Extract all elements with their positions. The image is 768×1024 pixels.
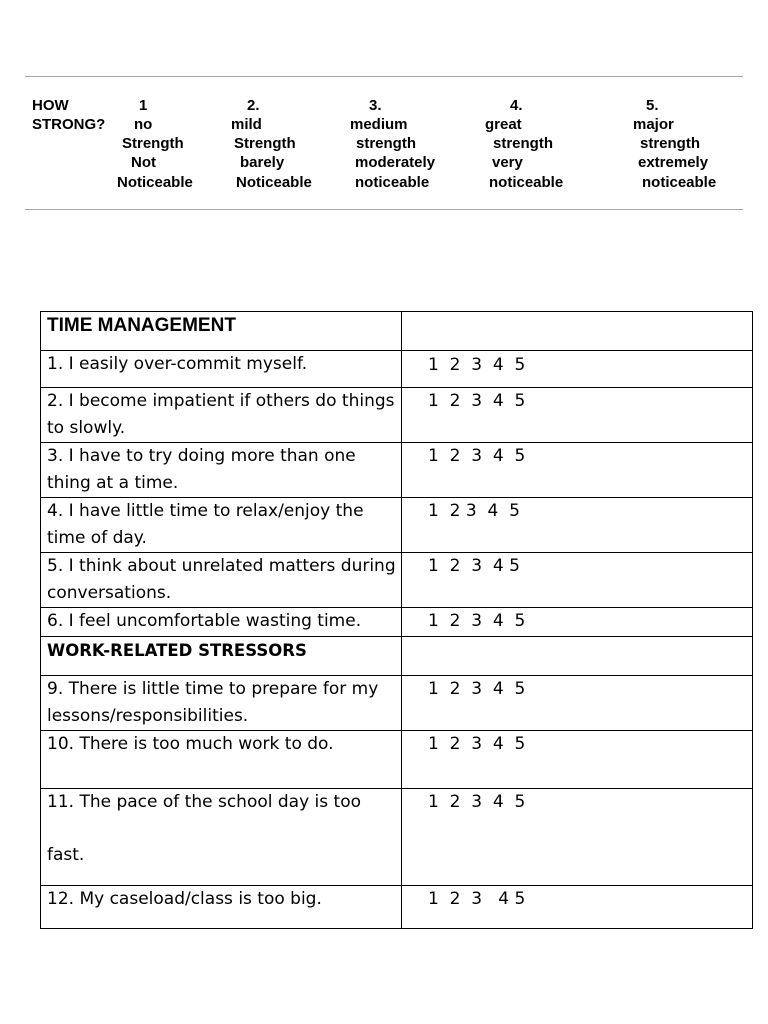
scale-5-word: major (633, 116, 674, 133)
table-row (41, 351, 753, 388)
question-cell: 6. I feel uncomfortable wasting time. (41, 608, 402, 637)
rating-cell[interactable] (402, 553, 753, 608)
rating-scale[interactable]: 1 2 3 4 5 (428, 501, 520, 521)
question-cell (41, 789, 402, 886)
rating-cell[interactable] (402, 498, 753, 553)
blank-line (47, 816, 397, 842)
rating-scale[interactable]: 1 2 3 4 5 (428, 792, 526, 812)
scale-5-degree: extremely (638, 154, 709, 171)
question-cell: 9. There is little time to prepare for my lessons/responsibilities. (41, 676, 402, 731)
rating-scale[interactable]: 1 2 3 4 5 (428, 556, 520, 576)
question-cell: 12. My caseload/class is too big. (41, 886, 402, 929)
rating-cell[interactable] (402, 443, 753, 498)
scale-1-noticeable: Noticeable (117, 174, 193, 191)
scale-4-number: 4. (510, 97, 523, 114)
rating-cell[interactable] (402, 351, 753, 388)
section-header-row (41, 312, 753, 351)
table-row (41, 388, 753, 443)
scale-3-word: medium (350, 116, 408, 133)
table-row (41, 676, 753, 731)
table-row (41, 553, 753, 608)
section-title-work-related-stressors: WORK-RELATED STRESSORS (41, 637, 402, 676)
rating-scale[interactable]: 1 2 3 4 5 (428, 889, 526, 909)
scale-4-noticeable: noticeable (489, 174, 564, 191)
rating-cell[interactable] (402, 886, 753, 929)
scale-5-noticeable: noticeable (642, 174, 717, 191)
scale-3-noticeable: noticeable (355, 174, 430, 191)
question-cell: 4. I have little time to relax/enjoy the time of day. (41, 498, 402, 553)
scale-label-strong: STRONG? (32, 116, 106, 133)
question-text-line-1: 11. The pace of the school day is too (47, 792, 362, 812)
scale-4-strength: strength (493, 135, 553, 152)
question-cell: 1. I easily over-commit myself. (41, 351, 402, 388)
table-row (41, 608, 753, 637)
scale-3-strength: strength (356, 135, 416, 152)
question-cell: 5. I think about unrelated matters during conversations. (41, 553, 402, 608)
rating-cell[interactable] (402, 388, 753, 443)
table-row (41, 443, 753, 498)
rating-scale[interactable]: 1 2 3 4 5 (428, 446, 526, 466)
scale-3-degree: moderately (355, 154, 436, 171)
rating-cell[interactable] (402, 608, 753, 637)
section-title-time-management: TIME MANAGEMENT (41, 312, 402, 351)
scale-1-number: 1 (139, 97, 148, 114)
scale-4-degree: very (492, 154, 523, 171)
table-row (41, 789, 753, 886)
scale-5-strength: strength (640, 135, 700, 152)
table-row (41, 498, 753, 553)
scale-3-number: 3. (369, 97, 382, 114)
rating-scale[interactable]: 1 2 3 4 5 (428, 391, 526, 411)
scale-2-noticeable: Noticeable (236, 174, 312, 191)
scale-2-strength: Strength (234, 135, 296, 152)
rating-scale[interactable]: 1 2 3 4 5 (428, 355, 526, 375)
scale-5-number: 5. (646, 97, 659, 114)
table-row (41, 886, 753, 929)
rating-cell[interactable] (402, 789, 753, 886)
rating-scale[interactable]: 1 2 3 4 5 (428, 734, 526, 754)
empty-rating-cell (402, 312, 753, 351)
top-divider (25, 76, 743, 77)
scale-1-strength: Strength (122, 135, 184, 152)
survey-table (40, 311, 753, 929)
rating-cell[interactable] (402, 676, 753, 731)
question-cell: 3. I have to try doing more than one thing at a time. (41, 443, 402, 498)
rating-cell[interactable] (402, 731, 753, 789)
bottom-divider (25, 209, 743, 210)
table-row (41, 731, 753, 789)
empty-rating-cell (402, 637, 753, 676)
scale-4-word: great (485, 116, 522, 133)
scale-label-how: HOW (32, 97, 69, 114)
rating-scale[interactable]: 1 2 3 4 5 (428, 611, 526, 631)
question-cell: 10. There is too much work to do. (41, 731, 402, 789)
question-text-line-2: fast. (47, 845, 85, 865)
section-header-row (41, 637, 753, 676)
scale-1-word: no (134, 116, 153, 133)
scale-2-number: 2. (247, 97, 260, 114)
strength-scale (0, 97, 768, 197)
scale-2-degree: barely (240, 154, 285, 171)
rating-scale[interactable]: 1 2 3 4 5 (428, 679, 526, 699)
scale-2-word: mild (231, 116, 262, 133)
scale-1-degree: Not (131, 154, 156, 171)
question-cell: 2. I become impatient if others do things to slowly. (41, 388, 402, 443)
